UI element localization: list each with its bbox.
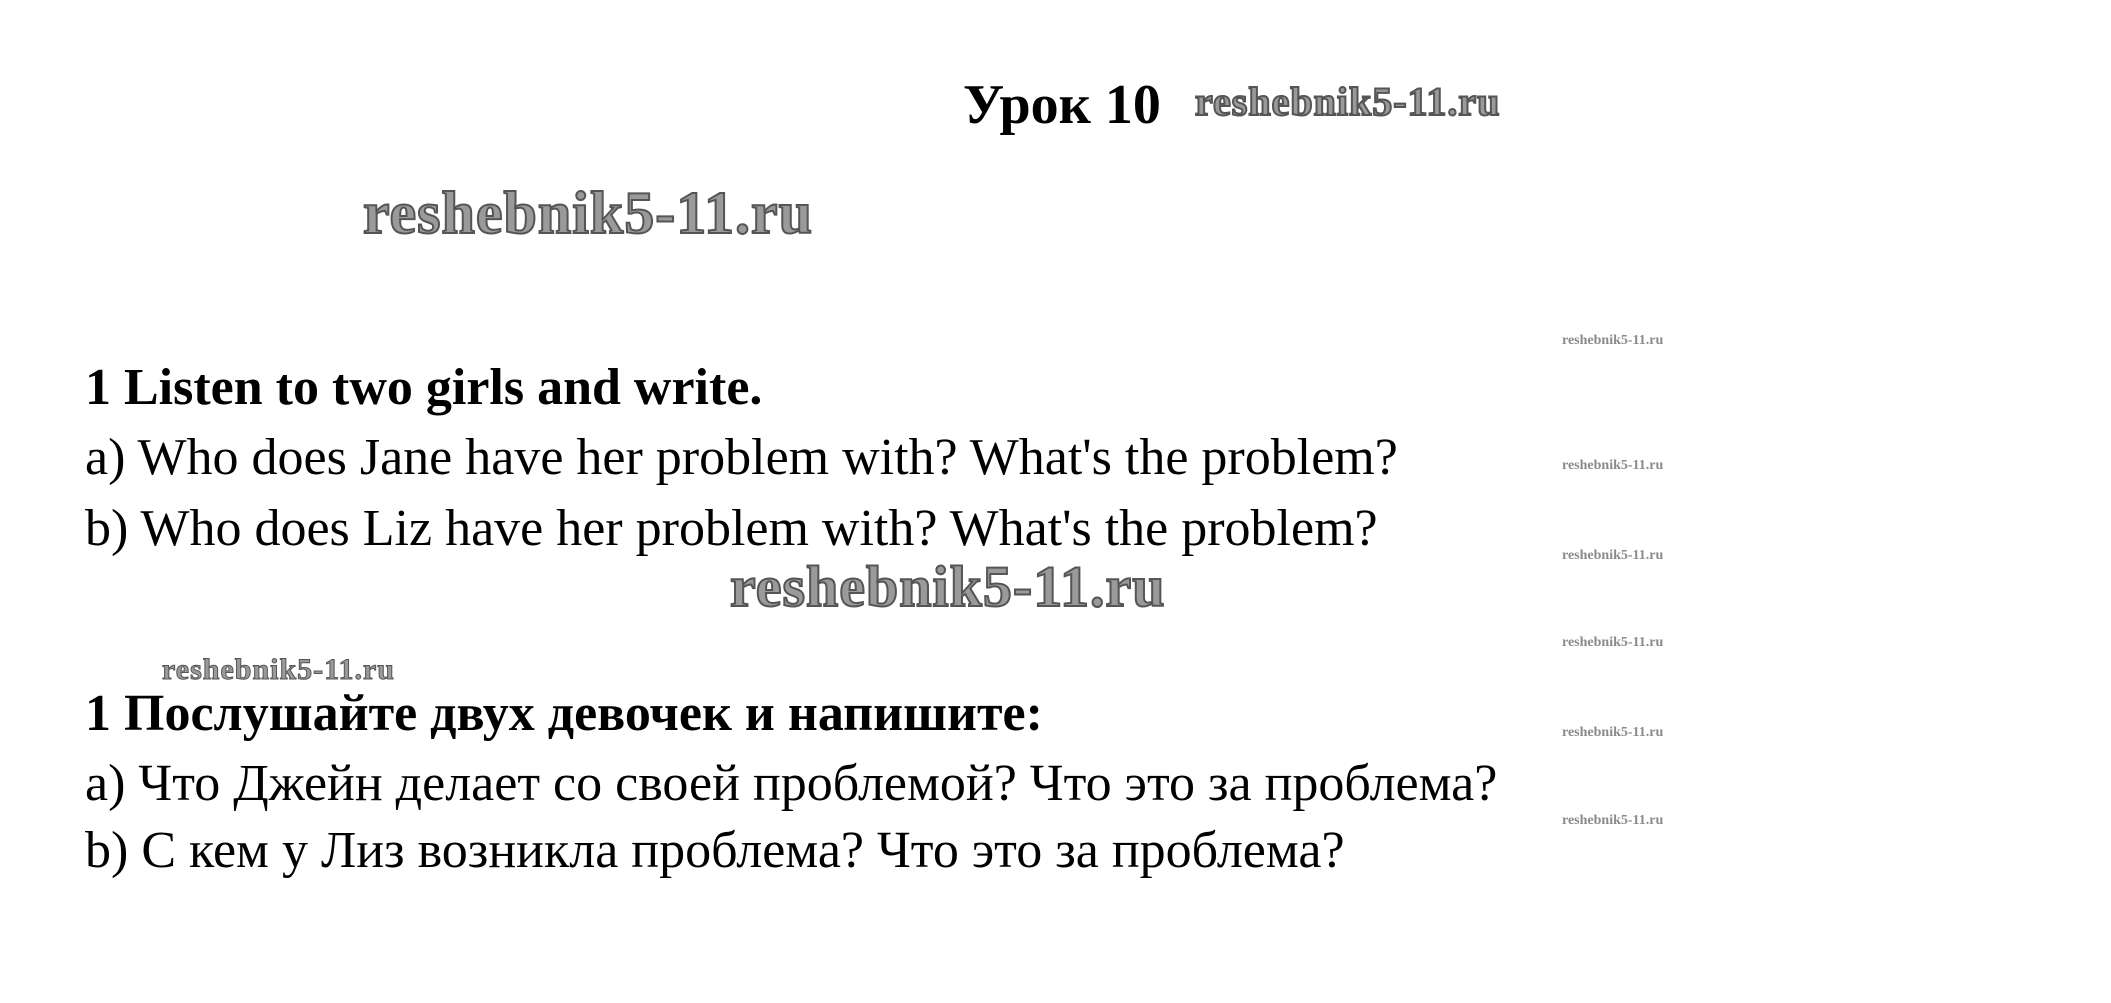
watermark-medium: reshebnik5-11.ru [162, 653, 395, 686]
watermark-small: reshebnik5-11.ru [1562, 548, 1664, 563]
russian-heading: 1 Послушайте двух девочек и напишите: [85, 685, 1043, 742]
watermark-small: reshebnik5-11.ru [1562, 813, 1664, 828]
english-heading: 1 Listen to two girls and write. [85, 359, 763, 416]
russian-question-b: b) С кем у Лиз возникла проблема? Что это за проблема? [85, 822, 1345, 879]
page-title: Урок 10 [963, 74, 1161, 136]
watermark-small: reshebnik5-11.ru [1562, 635, 1664, 650]
watermark-small: reshebnik5-11.ru [1562, 333, 1664, 348]
watermark-header: reshebnik5-11.ru [1195, 79, 1501, 124]
english-question-b: b) Who does Liz have her problem with? What's the problem? [85, 500, 1378, 557]
watermark-small: reshebnik5-11.ru [1562, 458, 1664, 473]
watermark-large-middle: reshebnik5-11.ru [730, 554, 1166, 619]
watermark-large-top: reshebnik5-11.ru [363, 180, 813, 246]
watermark-small: reshebnik5-11.ru [1562, 725, 1664, 740]
russian-question-a: a) Что Джейн делает со своей проблемой? Что это за проблема? [85, 755, 1498, 812]
english-question-a: a) Who does Jane have her problem with? What's the problem? [85, 429, 1398, 486]
